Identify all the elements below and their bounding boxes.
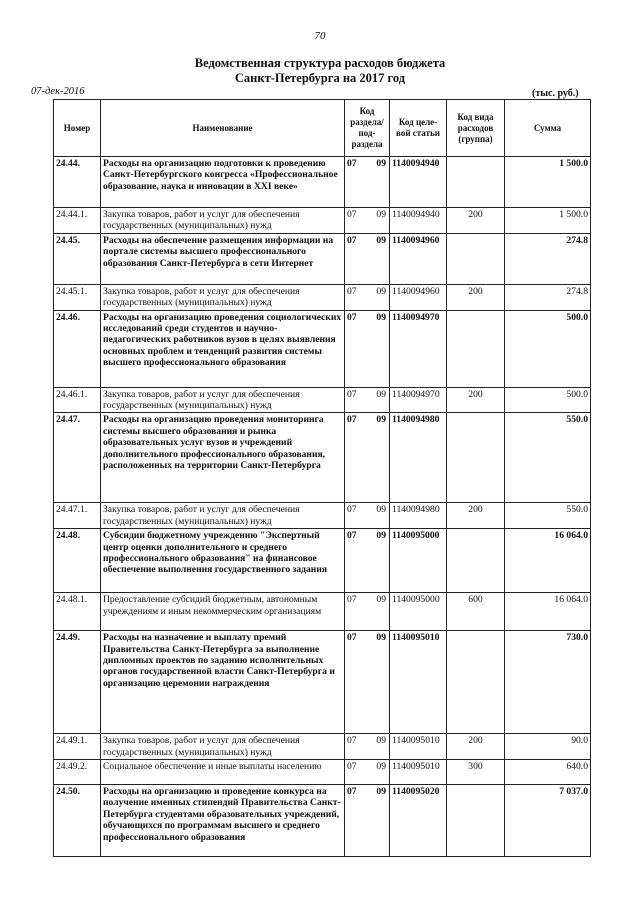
row-expense-type-code: [447, 413, 505, 503]
table-row: [54, 310, 591, 387]
row-name: Предоставление субсидий бюджетным, автономным учреждениям и иным некоммерческим организациям: [101, 593, 345, 631]
budget-table: [53, 99, 591, 857]
row-subsection-code: 09: [365, 387, 390, 413]
row-target-code: 1140094980: [390, 413, 447, 503]
row-amount: 730.0: [505, 631, 591, 734]
row-section-code: 07: [345, 387, 365, 413]
row-expense-type-code: 200: [447, 503, 505, 529]
row-subsection-code: 09: [365, 529, 390, 593]
header-vr: Код вида расходов (группа): [447, 100, 505, 157]
header-number: Номер: [54, 100, 101, 157]
row-amount: 550.0: [505, 413, 591, 503]
row-subsection-code: 09: [365, 208, 390, 234]
table-row: [54, 631, 591, 734]
document-date: 07-дек-2016: [31, 86, 85, 97]
table-row: [54, 233, 591, 284]
row-target-code: 1140095010: [390, 760, 447, 785]
row-expense-type-code: [447, 310, 505, 387]
row-subsection-code: 09: [365, 233, 390, 284]
row-target-code: 1140094960: [390, 233, 447, 284]
row-name: Закупка товаров, работ и услуг для обеспечения государственных (муниципальных) нужд: [101, 208, 345, 234]
row-target-code: 1140094970: [390, 387, 447, 413]
header-name: Наименование: [101, 100, 345, 157]
table-row: [54, 413, 591, 503]
row-name: Закупка товаров, работ и услуг для обеспечения государственных (муниципальных) нужд: [101, 503, 345, 529]
row-expense-type-code: 300: [447, 760, 505, 785]
row-subsection-code: 09: [365, 310, 390, 387]
row-amount: 7 037.0: [505, 785, 591, 857]
row-target-code: 1140094940: [390, 157, 447, 208]
row-expense-type-code: 200: [447, 208, 505, 234]
row-subsection-code: 09: [365, 760, 390, 785]
header-csr: Код целе- вой статьи: [390, 100, 447, 157]
row-number: 24.49.2.: [54, 760, 101, 785]
row-amount: 16 064.0: [505, 593, 591, 631]
title-line-2: Санкт-Петербурга на 2017 год: [234, 71, 406, 85]
row-number: 24.45.1.: [54, 284, 101, 310]
row-subsection-code: 09: [365, 785, 390, 857]
row-number: 24.48.1.: [54, 593, 101, 631]
row-amount: 274.8: [505, 284, 591, 310]
row-expense-type-code: 200: [447, 284, 505, 310]
row-expense-type-code: 200: [447, 387, 505, 413]
row-number: 24.49.: [54, 631, 101, 734]
row-amount: 1 500.0: [505, 208, 591, 234]
document-title: [0, 56, 640, 86]
table-body: [54, 157, 591, 857]
row-amount: 500.0: [505, 387, 591, 413]
table-row: [54, 284, 591, 310]
row-name: Расходы на назначение и выплату премий Правительства Санкт-Петербурга за выполнение дипломных проектов по заданию исполнительных органов государственной власти Санкт-Петербурга и организацию церемонии награждения: [101, 631, 345, 734]
row-target-code: 1140095010: [390, 734, 447, 760]
row-target-code: 1140094980: [390, 503, 447, 529]
row-section-code: 07: [345, 233, 365, 284]
row-expense-type-code: [447, 631, 505, 734]
row-section-code: 07: [345, 503, 365, 529]
row-expense-type-code: [447, 529, 505, 593]
page-number: 70: [314, 30, 326, 42]
row-number: 24.44.: [54, 157, 101, 208]
row-expense-type-code: [447, 157, 505, 208]
row-target-code: 1140095020: [390, 785, 447, 857]
row-name: Субсидии бюджетному учреждению "Экспертный центр оценки дополнительного и среднего профессионального образования" на финансовое обеспечение выполнения государственного задания: [101, 529, 345, 593]
row-subsection-code: 09: [365, 593, 390, 631]
row-target-code: 1140095000: [390, 593, 447, 631]
row-subsection-code: 09: [365, 157, 390, 208]
row-subsection-code: 09: [365, 284, 390, 310]
row-subsection-code: 09: [365, 631, 390, 734]
row-number: 24.44.1.: [54, 208, 101, 234]
row-subsection-code: 09: [365, 413, 390, 503]
row-number: 24.50.: [54, 785, 101, 857]
row-amount: 16 064.0: [505, 529, 591, 593]
table-row: [54, 785, 591, 857]
row-section-code: 07: [345, 310, 365, 387]
row-amount: 550.0: [505, 503, 591, 529]
header-section: Код раздела/ под- раздела: [345, 100, 390, 157]
row-expense-type-code: [447, 233, 505, 284]
units-label: (тыс. руб.): [532, 88, 579, 99]
title-line-1: Ведомственная структура расходов бюджета: [194, 56, 446, 70]
row-name: Социальное обеспечение и иные выплаты населению: [101, 760, 345, 785]
row-amount: 1 500.0: [505, 157, 591, 208]
table-row: [54, 387, 591, 413]
row-target-code: 1140094960: [390, 284, 447, 310]
table-row: [54, 760, 591, 785]
row-name: Расходы на организацию проведения мониторинга системы высшего образования и рынка образовательных услуг вузов и учреждений дополнительного профессионального образования, расположенных на территории Санкт-Петербурга: [101, 413, 345, 503]
row-subsection-code: 09: [365, 503, 390, 529]
row-target-code: 1140095010: [390, 631, 447, 734]
header-sum: Сумма: [505, 100, 591, 157]
row-name: Расходы на организацию подготовки к проведению Санкт-Петербургского конгресса «Профессиональное образование, наука и инновации в XXI веке»: [101, 157, 345, 208]
row-number: 24.47.: [54, 413, 101, 503]
row-expense-type-code: [447, 785, 505, 857]
row-number: 24.49.1.: [54, 734, 101, 760]
row-number: 24.48.: [54, 529, 101, 593]
row-section-code: 07: [345, 413, 365, 503]
row-name: Закупка товаров, работ и услуг для обеспечения государственных (муниципальных) нужд: [101, 284, 345, 310]
row-section-code: 07: [345, 760, 365, 785]
row-name: Расходы на обеспечение размещения информации на портале системы высшего профессионального образования Санкт-Петербурга в сети Интернет: [101, 233, 345, 284]
row-number: 24.47.1.: [54, 503, 101, 529]
row-section-code: 07: [345, 157, 365, 208]
row-section-code: 07: [345, 593, 365, 631]
table-row: [54, 208, 591, 234]
row-section-code: 07: [345, 734, 365, 760]
row-amount: 90.0: [505, 734, 591, 760]
table-row: [54, 529, 591, 593]
row-amount: 274.8: [505, 233, 591, 284]
row-number: 24.46.: [54, 310, 101, 387]
row-target-code: 1140094970: [390, 310, 447, 387]
row-section-code: 07: [345, 208, 365, 234]
row-section-code: 07: [345, 529, 365, 593]
row-name: Закупка товаров, работ и услуг для обеспечения государственных (муниципальных) нужд: [101, 387, 345, 413]
row-name: Расходы на организацию проведения социологических исследований среди студентов и научно-педагогических работников вузов в целях выявления основных проблем и тенденций развития системы высшего профессионального образования: [101, 310, 345, 387]
row-number: 24.46.1.: [54, 387, 101, 413]
row-section-code: 07: [345, 631, 365, 734]
row-name: Закупка товаров, работ и услуг для обеспечения государственных (муниципальных) нужд: [101, 734, 345, 760]
row-amount: 500.0: [505, 310, 591, 387]
row-expense-type-code: 200: [447, 734, 505, 760]
table-row: [54, 734, 591, 760]
table-row: [54, 593, 591, 631]
row-amount: 640.0: [505, 760, 591, 785]
row-name: Расходы на организацию и проведение конкурса на получение именных стипендий Правительства Санкт-Петербурга студентами образовательных учреждений, обучающихся по программам высшего и среднего профессионального образования: [101, 785, 345, 857]
table-row: [54, 503, 591, 529]
row-number: 24.45.: [54, 233, 101, 284]
row-subsection-code: 09: [365, 734, 390, 760]
table-header-row: [54, 100, 591, 157]
table-row: [54, 157, 591, 208]
row-expense-type-code: 600: [447, 593, 505, 631]
row-section-code: 07: [345, 284, 365, 310]
row-target-code: 1140095000: [390, 529, 447, 593]
row-section-code: 07: [345, 785, 365, 857]
row-target-code: 1140094940: [390, 208, 447, 234]
